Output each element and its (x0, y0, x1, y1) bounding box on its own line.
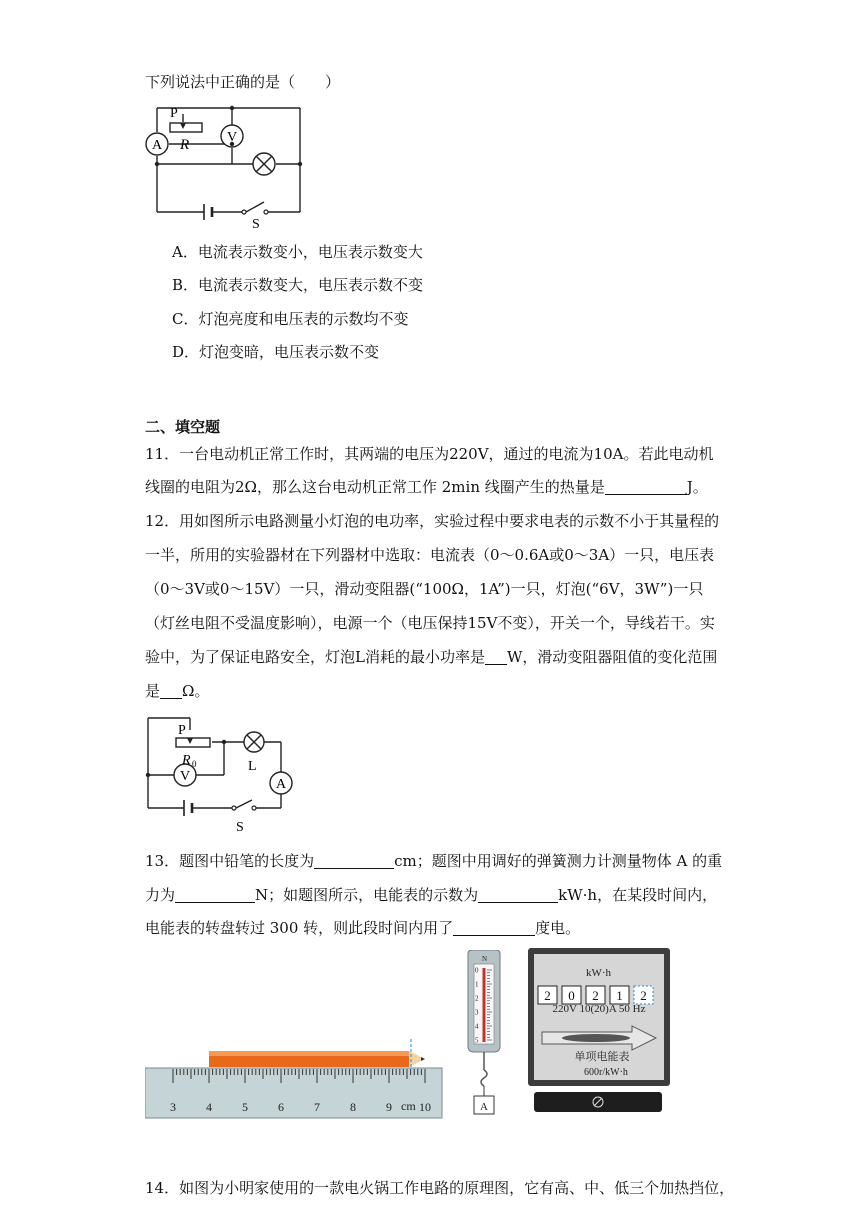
option-a[interactable]: A．电流表示数变小，电压表示数变大 (172, 243, 423, 261)
ruler-tick-label: 7 (314, 1100, 320, 1114)
q11-answer-blank[interactable] (605, 478, 687, 495)
label-p: P (178, 723, 186, 738)
q12-line6: 是 Ω。 (145, 682, 210, 700)
meter-rating: 220V 10(20)A 50 Hz (552, 1003, 646, 1015)
pencil-icon (209, 1051, 425, 1067)
q10-stem: 下列说法中正确的是（ ） (145, 73, 341, 91)
q12-line1: 12．用如图所示电路测量小灯泡的电功率，实验过程中要求电表的示数不小于其量程的 (145, 512, 720, 530)
ruler-tick-label: 5 (242, 1100, 248, 1114)
q13-line3: 电能表的转盘转过 300 转，则此段时间内用了 度电。 (145, 919, 581, 937)
meter-digit: 2 (640, 988, 647, 1003)
q12-circuit-diagram (140, 712, 300, 836)
scale-tick-label: 1 (475, 980, 479, 989)
lamp-icon (253, 153, 275, 175)
label-voltmeter: V (180, 769, 191, 784)
option-b[interactable]: B．电流表示数变大，电压表示数不变 (172, 276, 424, 294)
label-ammeter: A (152, 138, 163, 153)
scale-tick-label: 3 (475, 1008, 479, 1017)
label-voltmeter: V (227, 130, 238, 145)
ruler-unit: cm (401, 1099, 416, 1113)
q13-line1: 13．题图中铅笔的长度为 cm；题图中用调好的弹簧测力计测量物体 A 的重 (145, 852, 723, 870)
ruler-tick-label: 6 (278, 1100, 284, 1114)
q13-length-blank[interactable] (314, 852, 394, 869)
label-r0-subscript: 0 (192, 759, 197, 769)
spring-scale-unit: N (482, 955, 488, 963)
label-p: P (170, 106, 178, 121)
q14-line1: 14．如图为小明家使用的一款电火锅工作电路的原理图，它有高、中、低三个加热挡位， (145, 1179, 735, 1197)
meter-name: 单项电能表 (574, 1051, 630, 1063)
scale-tick-label: 0 (475, 966, 479, 975)
q13-meter-blank[interactable] (478, 886, 558, 903)
q12-range-blank[interactable] (160, 682, 182, 699)
label-switch: S (236, 820, 244, 835)
ruler-tick-label: 9 (386, 1100, 392, 1114)
q13-energy-blank[interactable] (453, 919, 535, 936)
label-lamp: L (248, 759, 257, 774)
meter-digit: 1 (616, 988, 623, 1003)
option-d[interactable]: D．灯泡变暗，电压表示数不变 (172, 343, 380, 361)
q12-line2: 一半，所用的实验器材在下列器材中选取：电流表（0～0.6A或0～3A）一只，电压表 (145, 546, 715, 564)
q12-line5: 验中，为了保证电路安全，灯泡L消耗的最小功率是 W，滑动变阻器阻值的变化范围 (145, 648, 718, 666)
q10-circuit-diagram (140, 96, 315, 231)
label-r: R (180, 137, 190, 153)
q12-power-blank[interactable] (485, 648, 507, 665)
meter-digit: 0 (568, 988, 575, 1003)
label-switch: S (252, 217, 260, 231)
ruler-with-pencil (145, 1035, 445, 1121)
ruler-tick-label: 4 (206, 1100, 212, 1114)
ruler-tick-label: 10 (419, 1100, 431, 1114)
meter-digit: 2 (592, 988, 599, 1003)
label-ammeter: A (276, 777, 287, 792)
section-title: 二、填空题 (145, 418, 221, 436)
option-c[interactable]: C．灯泡亮度和电压表的示数均不变 (172, 310, 409, 328)
object-a-label: A (480, 1101, 488, 1113)
label-r0: R (182, 753, 191, 768)
lamp-icon (244, 732, 264, 752)
q13-line2: 力为 N；如题图所示，电能表的示数为 kW·h，在某段时间内， (145, 886, 718, 904)
scale-tick-label: 2 (475, 994, 479, 1003)
q13-force-blank[interactable] (175, 886, 255, 903)
electric-meter (524, 948, 674, 1114)
ruler-tick-label: 3 (170, 1100, 176, 1114)
q11-line2: 线圈的电阻为2Ω，那么这台电动机正常工作 2min 线圈产生的热量是 J。 (145, 478, 708, 496)
q12-line3: （0～3V或0～15V）一只，滑动变阻器(“100Ω，1A”)一只，灯泡(“6V，3W”)一只 (145, 580, 704, 598)
ruler-tick-label: 8 (350, 1100, 356, 1114)
spring-scale (462, 950, 506, 1120)
q11-line1: 11．一台电动机正常工作时，其两端的电压为220V，通过的电流为10A。若此电动机 (145, 445, 714, 463)
scale-tick-label: 5 (475, 1036, 479, 1045)
scale-tick-label: 4 (475, 1022, 479, 1031)
meter-constant: 600r/kW·h (584, 1067, 628, 1078)
q12-line4: （灯丝电阻不受温度影响），电源一个（电压保持15V不变），开关一个，导线若干。实 (145, 614, 715, 632)
meter-unit: kW·h (586, 967, 612, 979)
meter-digit: 2 (544, 988, 551, 1003)
